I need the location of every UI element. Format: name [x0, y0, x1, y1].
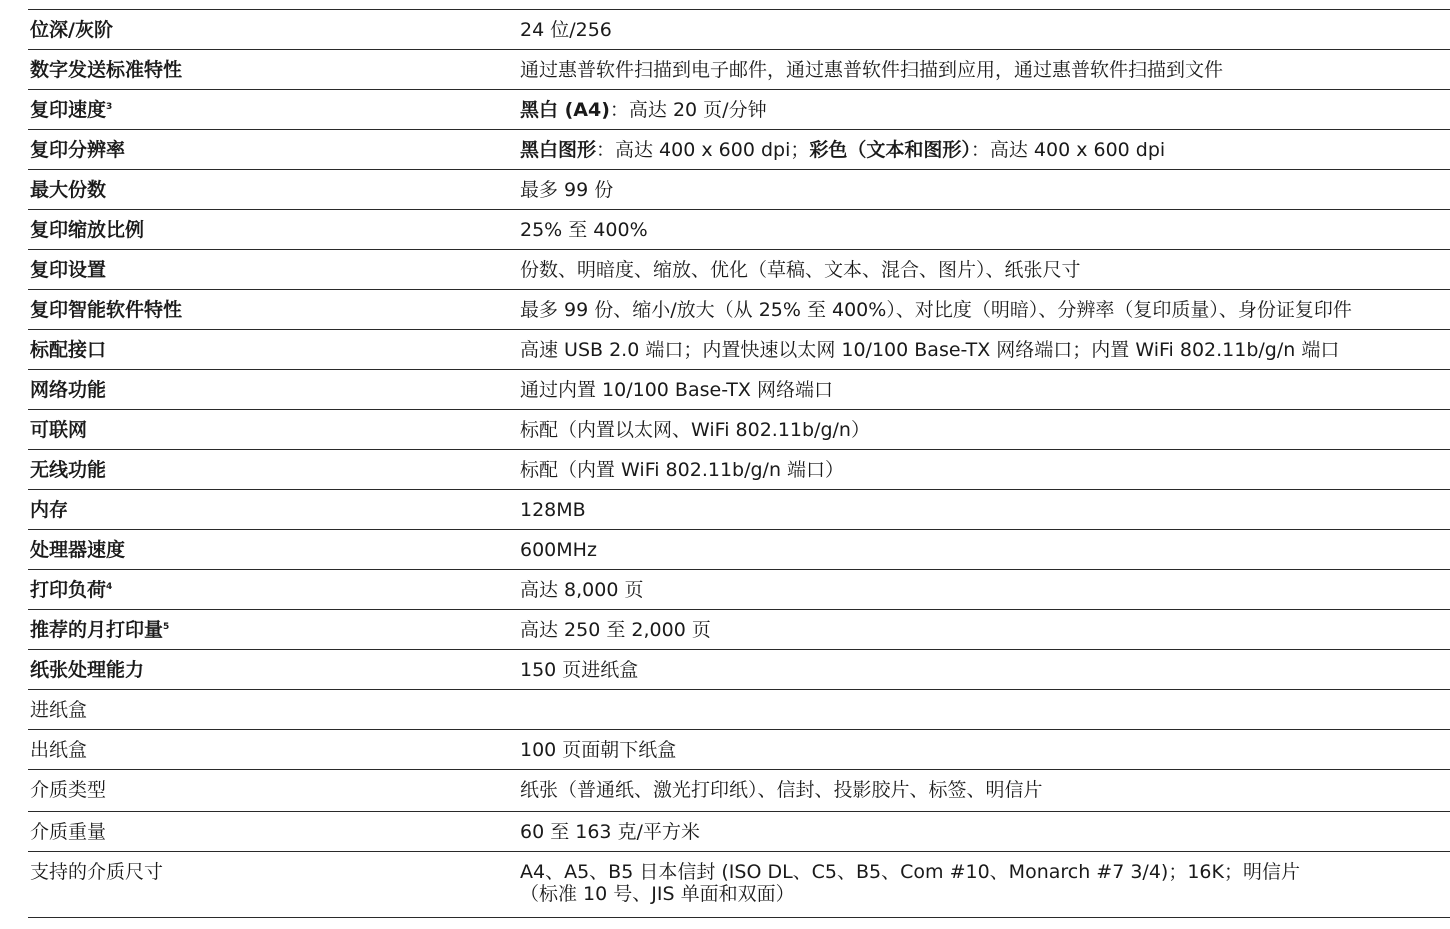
spec-label-text: 最大份数	[30, 179, 107, 201]
spec-table-body	[28, 10, 1450, 918]
spec-value-text: ：高达 400 x 600 dpi	[970, 139, 1166, 161]
spec-label	[28, 450, 518, 490]
spec-row	[28, 90, 1450, 130]
spec-value-text: 24 位/256	[520, 19, 612, 41]
spec-row	[28, 570, 1450, 610]
spec-label-text: 介质重量	[30, 821, 107, 843]
spec-value-text: 通过惠普软件扫描到电子邮件，通过惠普软件扫描到应用，通过惠普软件扫描到文件	[520, 59, 1224, 81]
spec-label	[28, 730, 518, 770]
spec-row	[28, 610, 1450, 650]
spec-value-text: 600MHz	[520, 539, 597, 561]
spec-label	[28, 852, 518, 918]
spec-label-text: 复印缩放比例	[30, 219, 145, 241]
spec-value-text: 份数、明暗度、缩放、优化（草稿、文本、混合、图片）、纸张尺寸	[520, 259, 1081, 281]
spec-label	[28, 570, 518, 610]
spec-label-text: 处理器速度	[30, 539, 126, 561]
spec-value-text: 150 页进纸盒	[520, 659, 639, 681]
spec-value	[518, 610, 1450, 650]
spec-value-emphasis: 黑白 (A4)	[520, 99, 610, 121]
spec-row	[28, 130, 1450, 170]
spec-value-text: 通过内置 10/100 Base-TX 网络端口	[520, 379, 833, 401]
spec-label-text: 出纸盒	[30, 739, 88, 761]
footnote-marker: 5	[163, 622, 170, 632]
spec-label-text: 支持的介质尺寸	[30, 861, 164, 883]
spec-label-text: 可联网	[30, 419, 88, 441]
spec-value-text: 标配（内置以太网、WiFi 802.11b/g/n）	[520, 419, 870, 441]
spec-label-text: 内存	[30, 499, 69, 521]
spec-label-text: 网络功能	[30, 379, 107, 401]
spec-value-text: 高达 8,000 页	[520, 579, 644, 601]
spec-row	[28, 170, 1450, 210]
spec-label	[28, 650, 518, 690]
spec-table	[28, 9, 1450, 918]
spec-row	[28, 852, 1450, 918]
spec-row	[28, 530, 1450, 570]
spec-label-text: 推荐的月打印量	[30, 619, 164, 641]
spec-value	[518, 530, 1450, 570]
spec-value-text: A4、A5、B5 日本信封 (ISO DL、C5、B5、Com #10、Monarch #7 3/4)；16K；明信片	[520, 861, 1300, 883]
spec-row	[28, 410, 1450, 450]
spec-label	[28, 330, 518, 370]
spec-label	[28, 50, 518, 90]
spec-label	[28, 770, 518, 812]
spec-label-text: 位深/灰阶	[30, 19, 113, 41]
spec-row	[28, 690, 1450, 730]
spec-value-text: 128MB	[520, 499, 586, 521]
spec-label	[28, 410, 518, 450]
spec-label-text: 复印智能软件特性	[30, 299, 183, 321]
spec-label-text: 复印速度	[30, 99, 107, 121]
spec-value	[518, 250, 1450, 290]
spec-value	[518, 690, 1450, 730]
spec-label	[28, 10, 518, 50]
spec-label	[28, 370, 518, 410]
spec-value-text: 60 至 163 克/平方米	[520, 821, 700, 843]
spec-row	[28, 50, 1450, 90]
spec-value-text: 最多 99 份	[520, 179, 614, 201]
spec-label-text: 数字发送标准特性	[30, 59, 183, 81]
spec-label-text: 介质类型	[30, 779, 107, 801]
spec-value	[518, 170, 1450, 210]
spec-label	[28, 170, 518, 210]
spec-value	[518, 10, 1450, 50]
spec-value-text: 标配（内置 WiFi 802.11b/g/n 端口）	[520, 459, 845, 481]
spec-row	[28, 450, 1450, 490]
spec-label-text: 纸张处理能力	[30, 659, 145, 681]
footnote-marker: 4	[106, 582, 113, 592]
spec-value	[518, 90, 1450, 130]
spec-value-text: （标准 10 号、JIS 单面和双面）	[520, 883, 795, 905]
spec-row	[28, 490, 1450, 530]
spec-label-text: 复印设置	[30, 259, 107, 281]
footnote-marker: 3	[106, 102, 113, 112]
spec-value-text: 100 页面朝下纸盒	[520, 739, 677, 761]
spec-label-text: 无线功能	[30, 459, 107, 481]
spec-value	[518, 812, 1450, 852]
spec-label	[28, 290, 518, 330]
spec-label-text: 进纸盒	[30, 699, 88, 721]
spec-value	[518, 210, 1450, 250]
spec-value-emphasis: 彩色（文本和图形）	[809, 139, 971, 161]
spec-row	[28, 250, 1450, 290]
spec-value	[518, 450, 1450, 490]
spec-label	[28, 490, 518, 530]
spec-value	[518, 650, 1450, 690]
spec-row	[28, 330, 1450, 370]
spec-row	[28, 730, 1450, 770]
spec-value	[518, 852, 1450, 918]
spec-value-text: ：高达 400 x 600 dpi；	[596, 139, 810, 161]
spec-label-text: 复印分辨率	[30, 139, 126, 161]
spec-value-text: 纸张（普通纸、激光打印纸）、信封、投影胶片、标签、明信片	[520, 779, 1043, 801]
spec-row	[28, 370, 1450, 410]
spec-label-text: 打印负荷	[30, 579, 107, 601]
spec-value-text: ：高达 20 页/分钟	[609, 99, 767, 121]
spec-row	[28, 650, 1450, 690]
spec-value-text: 高速 USB 2.0 端口；内置快速以太网 10/100 Base-TX 网络端口；内置 WiFi 802.11b/g/n 端口	[520, 339, 1340, 361]
spec-value-text: 25% 至 400%	[520, 219, 648, 241]
spec-value	[518, 290, 1450, 330]
spec-value	[518, 330, 1450, 370]
spec-value-emphasis: 黑白图形	[520, 139, 597, 161]
spec-label	[28, 530, 518, 570]
spec-value	[518, 730, 1450, 770]
spec-value-text: 高达 250 至 2,000 页	[520, 619, 711, 641]
spec-label	[28, 250, 518, 290]
spec-row	[28, 290, 1450, 330]
spec-row	[28, 812, 1450, 852]
spec-row	[28, 210, 1450, 250]
spec-value	[518, 50, 1450, 90]
spec-value	[518, 370, 1450, 410]
spec-row	[28, 10, 1450, 50]
spec-label	[28, 90, 518, 130]
spec-value	[518, 770, 1450, 812]
spec-label	[28, 130, 518, 170]
spec-value-text: 最多 99 份、缩小/放大（从 25% 至 400%）、对比度（明暗）、分辨率（复印质量）、身份证复印件	[520, 299, 1352, 321]
spec-label	[28, 690, 518, 730]
spec-label	[28, 610, 518, 650]
spec-value	[518, 490, 1450, 530]
spec-value	[518, 410, 1450, 450]
spec-label-text: 标配接口	[30, 339, 107, 361]
spec-label	[28, 210, 518, 250]
spec-label	[28, 812, 518, 852]
spec-value	[518, 570, 1450, 610]
spec-value	[518, 130, 1450, 170]
spec-row	[28, 770, 1450, 812]
